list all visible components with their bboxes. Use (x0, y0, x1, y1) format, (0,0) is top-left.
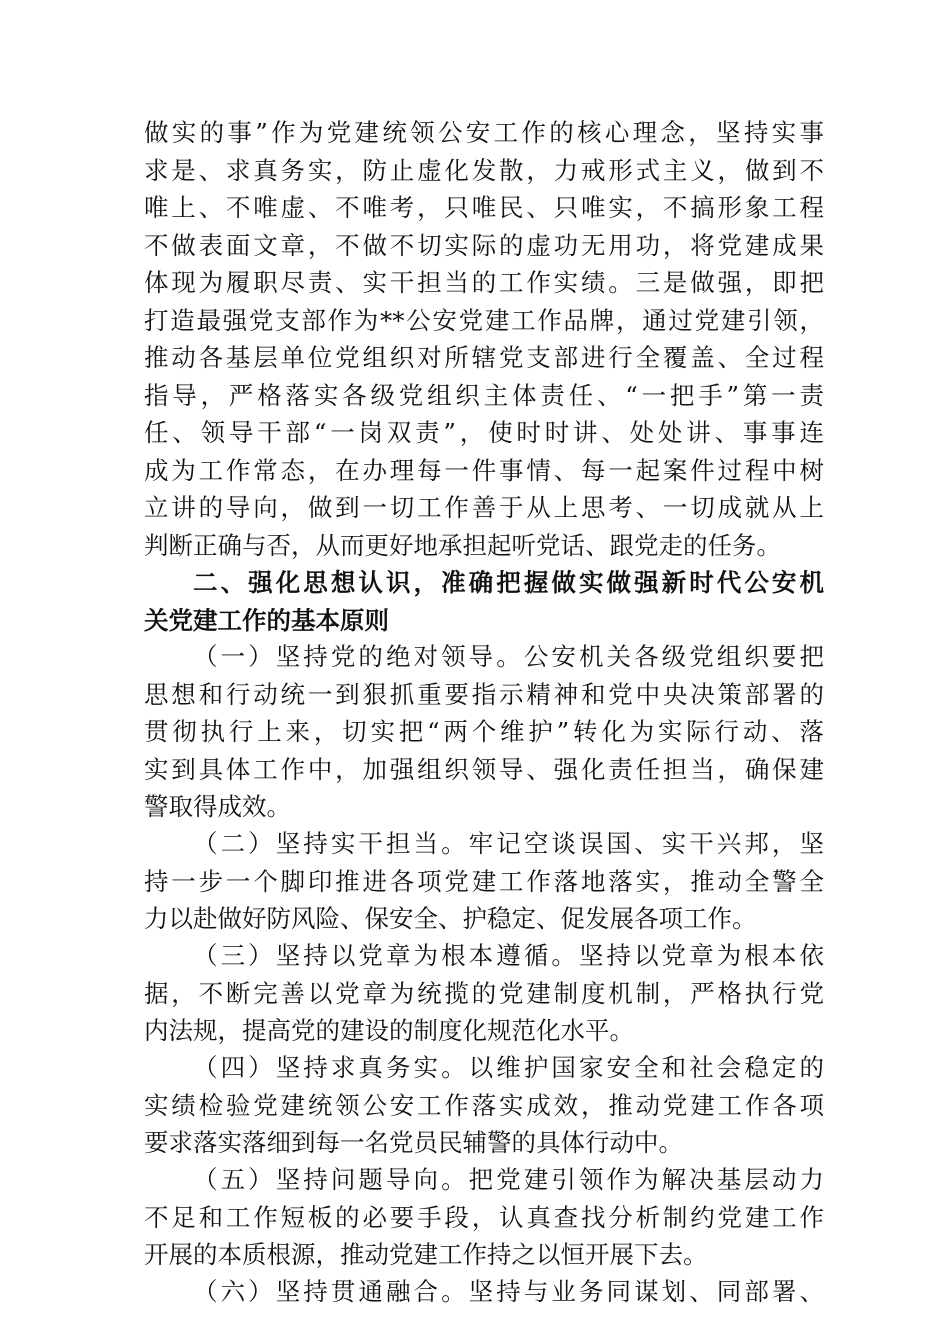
paragraph-line: 内法规，提高党的建设的制度化规范化水平。 (144, 1016, 634, 1045)
section-heading-line: 关党建工作的基本原则 (144, 605, 389, 635)
paragraph-line: 持一步一个脚印推进各项党建工作落地落实，推动全警全 (144, 866, 824, 896)
paragraph-line: 求是、求真务实，防止虚化发散，力戒形式主义，做到不 (144, 155, 824, 185)
paragraph-line: 思想和行动统一到狠抓重要指示精神和党中央决策部署的 (144, 679, 824, 709)
paragraph-line: 不足和工作短板的必要手段，认真查找分析制约党建工作 (144, 1202, 824, 1232)
paragraph-line: （三）坚持以党章为根本遵循。坚持以党章为根本依 (193, 941, 824, 970)
paragraph-line: （四）坚持求真务实。以维护国家安全和社会稳定的 (193, 1053, 824, 1082)
paragraph-line: 据，不断完善以党章为统揽的党建制度机制，严格执行党 (144, 978, 824, 1008)
paragraph-line: 打造最强党支部作为**公安党建工作品牌，通过党建引领， (144, 305, 824, 335)
paragraph-line: 推动各基层单位党组织对所辖党支部进行全覆盖、全过程 (144, 343, 824, 372)
paragraph-line: （六）坚持贯通融合。坚持与业务同谋划、同部署、 (193, 1277, 824, 1306)
paragraph-line: 任、领导干部“一岗双责”，使时时讲、处处讲、事事连 (144, 418, 824, 447)
paragraph-line: （一）坚持党的绝对领导。公安机关各级党组织要把 (193, 642, 824, 671)
paragraph-line: 立讲的导向，做到一切工作善于从上思考、一切成就从上 (144, 493, 824, 522)
paragraph-line: 开展的本质根源，推动党建工作持之以恒开展下去。 (144, 1240, 708, 1269)
paragraph-line: 唯上、不唯虚、不唯考，只唯民、只唯实，不搞形象工程 (144, 193, 824, 222)
paragraph-line: 力以赴做好防风险、保安全、护稳定、促发展各项工作。 (144, 904, 757, 933)
paragraph-line: 不做表面文章，不做不切实际的虚功无用功，将党建成果 (144, 230, 824, 260)
paragraph-line: 成为工作常态，在办理每一件事情、每一起案件过程中树 (144, 455, 824, 485)
paragraph-line: 要求落实落细到每一名党员民辅警的具体行动中。 (144, 1128, 683, 1157)
paragraph-line: 实绩检验党建统领公安工作落实成效，推动党建工作各项 (144, 1090, 824, 1120)
paragraph-line: 判断正确与否，从而更好地承担起听党话、跟党走的任务。 (144, 530, 781, 560)
paragraph-line: （五）坚持问题导向。把党建引领作为解决基层动力 (193, 1165, 824, 1194)
paragraph-line: （二）坚持实干担当。牢记空谈误国、实干兴邦，坚 (193, 829, 824, 858)
paragraph-line: 体现为履职尽责、实干担当的工作实绩。三是做强，即把 (144, 268, 824, 297)
paragraph-line: 做实的事”作为党建统领公安工作的核心理念，坚持实事 (144, 118, 824, 147)
paragraph-line: 贯彻执行上来，切实把“两个维护”转化为实际行动、落 (144, 717, 824, 746)
paragraph-line: 警取得成效。 (144, 792, 291, 821)
paragraph-line: 指导，严格落实各级党组织主体责任、“一把手”第一责 (144, 380, 824, 410)
section-heading-line: 二、强化思想认识，准确把握做实做强新时代公安机 (193, 568, 824, 597)
paragraph-line: 实到具体工作中，加强组织领导、强化责任担当，确保建 (144, 754, 824, 784)
